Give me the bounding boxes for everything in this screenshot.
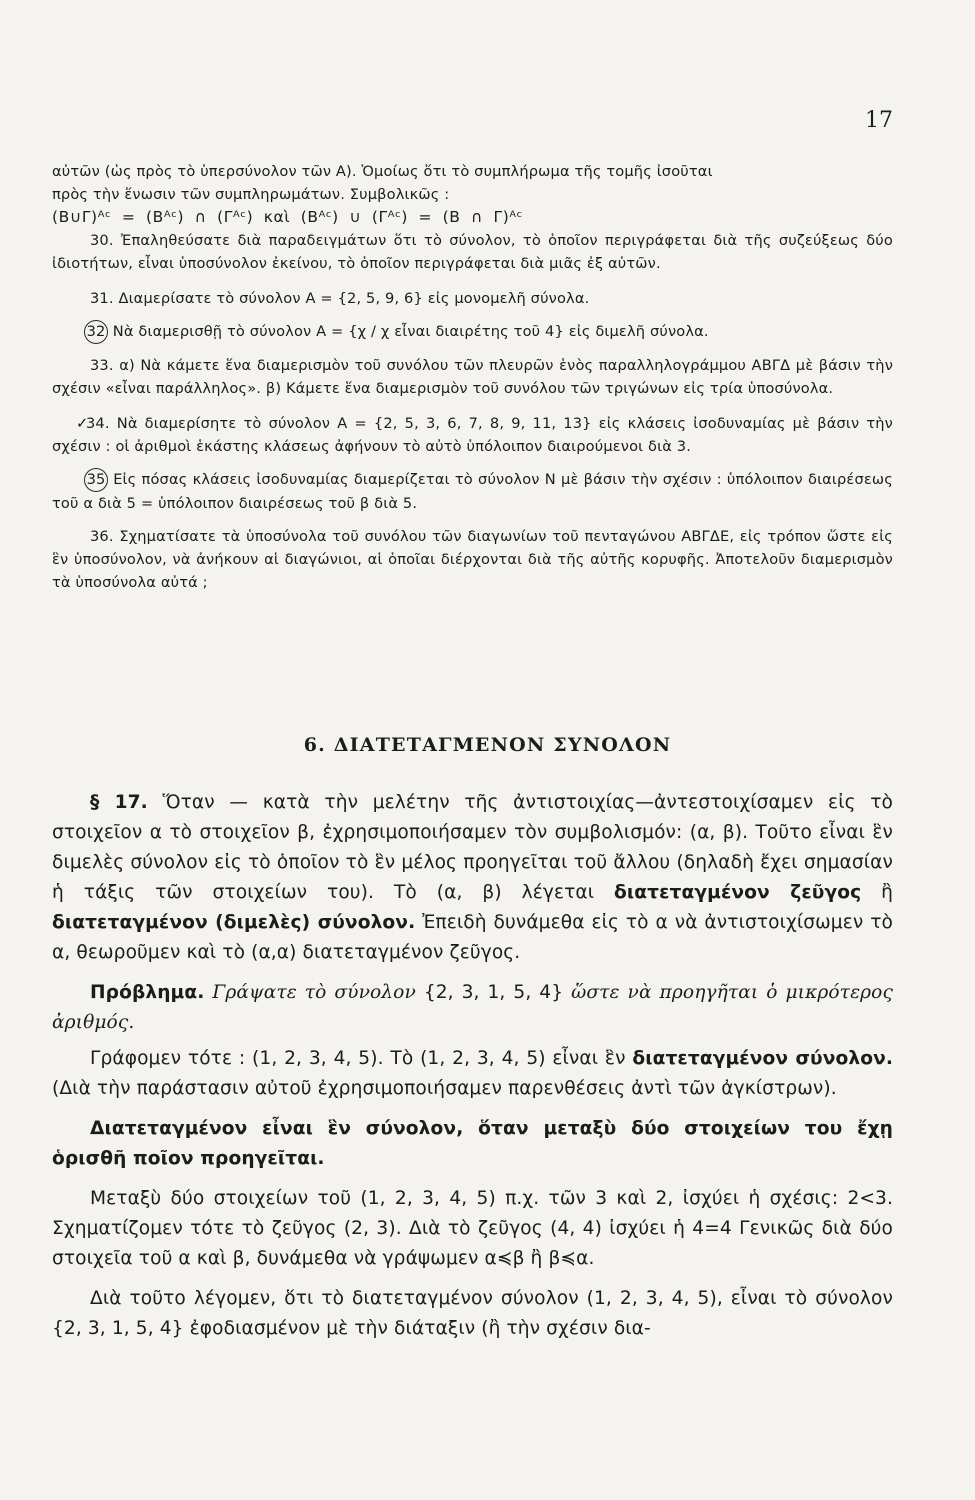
paragraph-definition-text-2: ἢ (861, 882, 894, 903)
solution-text-1: Γράφομεν τότε : (1, 2, 3, 4, 5). Τὸ (1, 2, 3, 4, 5) εἶναι ἓν (90, 1048, 633, 1069)
exercise-30: 30. Ἐπαληθεύσατε διὰ παραδειγμάτων ὅτι τὸ σύνολον, τὸ ὁποῖον περιγράφεται διὰ τῆς συζεύξεως δύο ἰδιοτήτων, εἶναι ὑποσύνολον ἐκείνου, τὸ ὁποῖον περιγράφεται διὰ μιᾶς ἐξ αὐτῶν. (52, 232, 893, 272)
page-number: 17 (865, 108, 893, 133)
term-ordered-set-2: διατεταγμένον σύνολον. (632, 1048, 893, 1069)
problem-set: {2, 3, 1, 5, 4} (423, 982, 564, 1003)
exercises-block (52, 160, 893, 594)
section-number: § 17. (90, 792, 148, 813)
term-ordered-set: διατεταγμένον (διμελὲς) σύνολον. (52, 912, 416, 933)
paragraph-definition (52, 788, 893, 968)
paragraph-solution (52, 1044, 893, 1104)
exercise-31: 31. Διαμερίσατε τὸ σύνολον Α = {2, 5, 9, 6} εἰς μονομελῆ σύνολα. (90, 290, 590, 307)
paragraph-conclusion: Διὰ τοῦτο λέγομεν, ὅτι τὸ διατεταγμένον σύνολον (1, 2, 3, 4, 5), εἶναι τὸ σύνολον {2, 3, 1, 5, 4} ἐφοδιασμένον μὲ τὴν διάταξιν (ἢ τὴν σχέσιν δια- (52, 1288, 893, 1339)
body-text (52, 788, 893, 1354)
tick-mark-icon: ✓ (76, 415, 89, 432)
paragraph-definition-text-1: Ὅταν — κατὰ τὴν μελέτην τῆς ἀντιστοιχίας—ἀντεστοιχίσαμεν εἰς τὸ στοιχεῖον α τὸ στοιχεῖον β, ἐχρησιμοποιήσαμεν τὸν συμβολισμόν: (α, β). Τοῦτο εἶναι ἓν διμελὲς σύνολον εἰς τὸ ὁποῖον τὸ ἓν μέλος προηγεῖται τοῦ ἄλλου (δηλαδὴ ἔχει σημασίαν ἡ τάξις τῶν στοιχείων του). Τὸ (α, β) λέγεται (52, 792, 893, 903)
term-ordered-pair: διατεταγμένον ζεῦγος (614, 882, 862, 903)
paragraph-definition-text-3: Ἐπειδὴ δυνάμεθα εἰς τὸ α νὰ ἀντιστοιχίσωμεν τὸ α, θεωροῦμεν καὶ τὸ (α,α) διατεταγμένον ζεῦγος. (52, 912, 894, 963)
paragraph-ordered-definition: Διατεταγμένον εἶναι ἓν σύνολον, ὅταν μεταξὺ δύο στοιχείων του ἔχῃ ὁρισθῆ ποῖον προηγεῖται. (52, 1118, 893, 1169)
section-title: 6. ΔΙΑΤΕΤΑΓΜΕΝΟΝ ΣΥΝΟΛΟΝ (303, 734, 672, 756)
solution-text-2: (Διὰ τὴν παράστασιν αὐτοῦ ἐχρησιμοποιήσαμεν παρενθέσεις ἀντὶ τῶν ἀγκίστρων). (52, 1078, 837, 1099)
problem-text-2: ὥστε νὰ προηγῆται ὁ μικρότερος ἀριθμός. (52, 982, 893, 1033)
exercise-32-text: Νὰ διαμερισθῇ τὸ σύνολον Α = {χ / χ εἶναι διαιρέτης τοῦ 4} εἰς διμελῆ σύνολα. (112, 323, 709, 340)
paragraph-relations: Μεταξὺ δύο στοιχείων τοῦ (1, 2, 3, 4, 5) π.χ. τῶν 3 καὶ 2, ἰσχύει ἡ σχέσις: 2<3. Σχηματίζομεν τότε τὸ ζεῦγος (2, 3). Διὰ τὸ ζεῦγος (4, 4) ἰσχύει ἡ 4=4 Γενικῶς διὰ δύο στοιχεῖα τοῦ α καὶ β, δυνάμεθα νὰ γράψωμεν α≼β ἢ β≼α. (52, 1188, 893, 1269)
exercise-35 (52, 468, 893, 515)
exercise-36: 36. Σχηματίσατε τὰ ὑποσύνολα τοῦ συνόλου τῶν διαγωνίων τοῦ πενταγώνου ΑΒΓΔΕ, εἰς τρόπον ὥστε εἰς ἓν ὑποσύνολον, νὰ ἀνήκουν αἱ διαγώνιοι, αἱ ὁποῖαι διέρχονται διὰ τῆς αὐτῆς κορυφῆς. Ἀποτελοῦν διαμερισμὸν τὰ ὑποσύνολα αὐτά ; (52, 528, 893, 591)
problem-text-1: Γράψατε τὸ σύνολον (204, 982, 424, 1003)
exercise-35-text: Εἰς πόσας κλάσεις ἰσοδυναμίας διαμερίζεται τὸ σύνολον Ν μὲ βάσιν τὴν σχέσιν : ὑπόλοιπον διαιρέσεως τοῦ α διὰ 5 = ὑπόλοιπον διαιρέσεως τοῦ β διὰ 5. (52, 471, 893, 512)
exercise-34-text: 34. Νὰ διαμερίσητε τὸ σύνολον Α = {2, 5, 3, 6, 7, 8, 9, 11, 13} εἰς κλάσεις ἰσοδυναμίας μὲ βάσιν τὴν σχέσιν : οἱ ἀριθμοὶ ἑκάστης κλάσεως ἀφήνουν τὸ αὐτὸ ὑπόλοιπον διαιρούμενοι διὰ 3. (52, 415, 893, 455)
circled-mark-35: 35 (84, 468, 108, 492)
exercise-32 (52, 320, 893, 344)
problem-label: Πρόβλημα. (90, 982, 205, 1003)
exercise-34 (52, 412, 893, 458)
circled-mark-32: 32 (84, 320, 108, 344)
set-formula: (Β∪Γ)ᴬᶜ = (Βᴬᶜ) ∩ (Γᴬᶜ) καὶ (Βᴬᶜ) ∪ (Γᴬᶜ) = (Β ∩ Γ)ᴬᶜ (52, 208, 523, 226)
exercise-33: 33. α) Νὰ κάμετε ἕνα διαμερισμὸν τοῦ συνόλου τῶν πλευρῶν ἑνὸς παραλληλογράμμου ΑΒΓΔ μὲ βάσιν τὴν σχέσιν «εἶναι παράλληλος». β) Κάμετε ἕνα διαμερισμὸν τοῦ συνόλου τῶν τριγώνων εἰς τρία ὑποσύνολα. (52, 357, 893, 397)
paragraph-problem (52, 978, 893, 1038)
intro-line-2: πρὸς τὴν ἕνωσιν τῶν συμπληρωμάτων. Συμβολικῶς : (52, 186, 450, 203)
intro-line-1: αὐτῶν (ὡς πρὸς τὸ ὑπερσύνολον τῶν Α). Ὁμοίως ὅτι τὸ συμπλήρωμα τῆς τομῆς ἰσοῦται (52, 163, 713, 180)
